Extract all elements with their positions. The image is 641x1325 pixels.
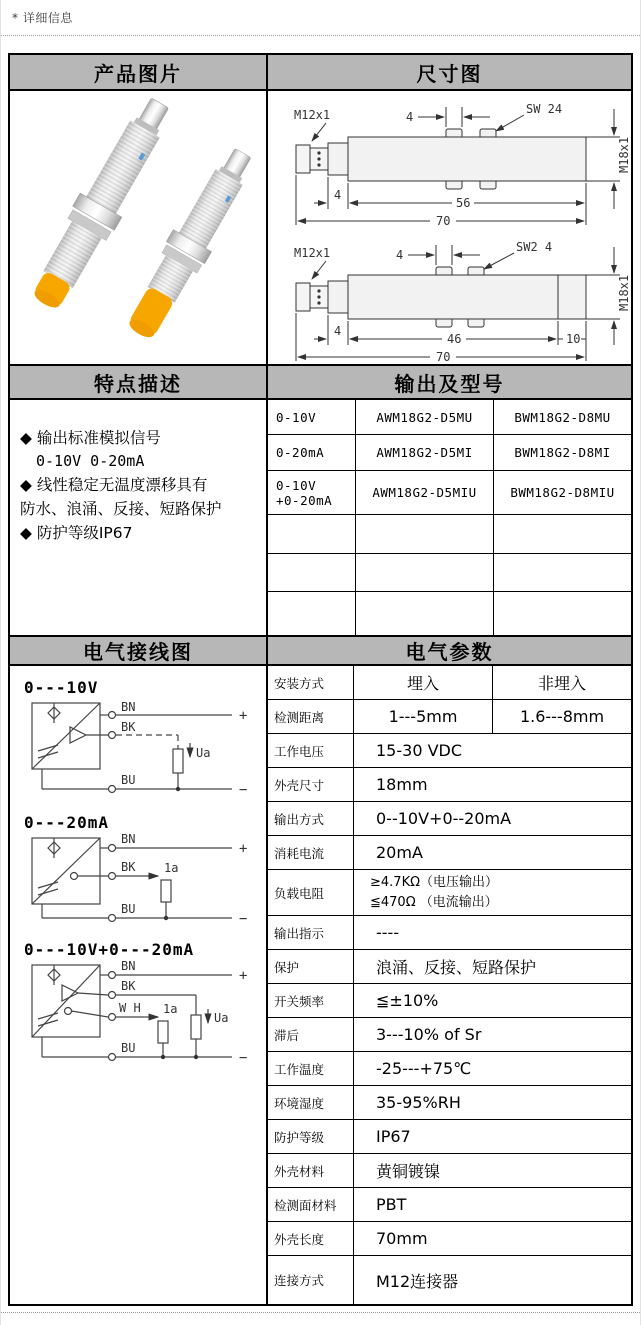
param-label: 消耗电流 — [268, 836, 354, 869]
table-row — [268, 435, 631, 471]
param-value: PBT — [376, 1195, 407, 1214]
wiring-diagram-combined — [18, 959, 262, 1077]
model-output: 0-20mA — [276, 445, 325, 460]
param-label: 工作温度 — [268, 1052, 354, 1085]
wire-label-bn: BN — [121, 700, 136, 714]
param-label: 检测距离 — [268, 700, 354, 733]
models-cell — [268, 400, 631, 635]
wire-label-minus: − — [239, 1050, 248, 1066]
wire-label-ua: Ua — [214, 1011, 229, 1025]
model-non-flush: BWM18G2-D8MIU — [510, 485, 615, 500]
header-product-image: 产品图片 — [10, 55, 268, 89]
param-label: 外壳尺寸 — [268, 768, 354, 801]
header-dimension: 尺寸图 — [416, 61, 483, 86]
table-row — [268, 554, 631, 592]
param-value: 非埋入 — [537, 674, 586, 693]
model-non-flush: BWM18G2-D8MU — [514, 409, 611, 425]
param-label: 连接方式 — [268, 1256, 354, 1304]
table-row — [268, 836, 631, 870]
dim-label-body: 56 — [456, 196, 471, 210]
wire-label-bk: BK — [121, 979, 136, 993]
wire-label-minus: − — [239, 911, 248, 927]
header-wiring: 电气接线图 — [10, 637, 268, 664]
dimension-cell — [268, 91, 631, 364]
wiring-diagram-voltage — [18, 697, 262, 809]
header-row-3 — [10, 635, 631, 666]
wiring-diagram-current — [18, 832, 262, 936]
param-value: 1---5mm — [354, 700, 493, 733]
table-row — [268, 734, 631, 768]
param-label: 开关频率 — [268, 984, 354, 1017]
param-label: 防护等级 — [268, 1120, 354, 1153]
param-value: -25---+75℃ — [376, 1059, 472, 1078]
wiring-title-current: 0---20mA — [24, 813, 110, 832]
wire-label-plus: + — [239, 708, 248, 724]
model-flush: AWM18G2-D5MI — [376, 445, 473, 460]
param-value: 3---10% of Sr — [376, 1025, 482, 1044]
param-value: 浪涌、反接、短路保护 — [376, 958, 537, 977]
table-row — [268, 1256, 631, 1304]
param-value: 0--10V+0--20mA — [376, 809, 512, 828]
wire-label-plus: + — [239, 968, 248, 984]
param-label: 外壳材料 — [268, 1154, 354, 1187]
dim-label-nut-gap: 4 — [406, 110, 414, 124]
dim-label-wrench: SW2 4 — [516, 240, 553, 254]
table-row — [268, 592, 631, 635]
params-table — [268, 666, 631, 1304]
product-photo-cell — [10, 91, 268, 364]
wire-label-bu: BU — [121, 773, 136, 787]
dim-label-total: 70 — [436, 214, 451, 228]
table-row — [268, 984, 631, 1018]
table-row — [268, 950, 631, 984]
param-value: ≦±10% — [376, 991, 439, 1010]
param-value: 35-95%RH — [376, 1093, 461, 1112]
wiring-title-combined: 0---10V+0---20mA — [24, 940, 195, 959]
feature-line: ◆ 防护等级IP67 — [20, 524, 133, 543]
params-cell — [268, 666, 631, 1304]
param-value: M12连接器 — [376, 1271, 459, 1291]
models-table — [268, 400, 631, 635]
dimension-drawing-non-flush — [268, 229, 631, 362]
param-value: 18mm — [376, 775, 428, 794]
param-value: ≦470Ω （电流输出） — [370, 894, 498, 910]
feature-line: ◆ 线性稳定无温度漂移具有 — [20, 476, 208, 495]
wire-label-wh: W H — [119, 1001, 141, 1015]
dim-label-connector: M12x1 — [294, 246, 331, 260]
dim-label-thread: M18x1 — [617, 274, 631, 311]
header-row-2 — [10, 364, 631, 400]
table-row — [268, 1188, 631, 1222]
param-label: 滞后 — [268, 1018, 354, 1051]
model-output: 0-10V — [276, 477, 317, 493]
model-flush: AWM18G2-D5MU — [376, 409, 473, 425]
table-row — [268, 515, 631, 554]
wire-label-minus: − — [239, 782, 248, 798]
param-label: 负载电阻 — [268, 870, 354, 915]
param-value: ≥4.7KΩ（电压输出） — [370, 875, 499, 890]
wiring-params-row — [10, 666, 631, 1304]
param-label: 输出指示 — [268, 916, 354, 949]
wire-label-bn: BN — [121, 832, 136, 846]
table-row — [268, 1086, 631, 1120]
dim-label-wrench: SW 24 — [526, 102, 563, 116]
wire-label-bu: BU — [121, 1041, 136, 1055]
table-row — [268, 916, 631, 950]
table-row — [268, 666, 631, 700]
header-electrical-params: 电气参数 — [405, 640, 494, 664]
dim-label-body: 46 — [447, 332, 462, 346]
table-row — [268, 1154, 631, 1188]
wiring-title-voltage: 0---10V — [24, 678, 99, 697]
model-flush: AWM18G2-D5MIU — [372, 485, 477, 500]
wire-label-bu: BU — [121, 902, 136, 916]
table-row — [268, 1222, 631, 1256]
wire-label-ia: 1a — [164, 861, 179, 875]
feature-line: 0-10V 0-20mA — [36, 452, 145, 471]
param-value: IP67 — [376, 1127, 411, 1146]
table-row — [268, 700, 631, 734]
param-value: 70mm — [376, 1229, 428, 1248]
param-value: 20mA — [376, 843, 423, 862]
feature-line: ◆ 输出标准模拟信号 — [20, 429, 161, 447]
model-non-flush: BWM18G2-D8MI — [514, 445, 611, 460]
dim-label-nut-gap: 4 — [396, 248, 404, 262]
spec-table — [8, 53, 633, 1306]
wire-label-plus: + — [239, 841, 248, 857]
param-value: 15-30 VDC — [376, 741, 463, 760]
model-output: 0-10V — [276, 409, 317, 425]
param-value: ---- — [376, 923, 400, 942]
param-value: 埋入 — [354, 666, 493, 699]
param-label: 检测面材料 — [268, 1188, 354, 1221]
wiring-cell — [10, 666, 268, 1304]
table-row — [268, 768, 631, 802]
model-output: +0-20mA — [276, 492, 333, 508]
feature-line: 防水、浪涌、反接、短路保护 — [20, 500, 222, 519]
param-label: 保护 — [268, 950, 354, 983]
header-row-1 — [10, 55, 631, 91]
dim-label-total: 70 — [436, 350, 451, 362]
table-row — [268, 802, 631, 836]
table-row — [268, 400, 631, 435]
param-label: 工作电压 — [268, 734, 354, 767]
dim-label-thread: M18x1 — [617, 136, 631, 173]
dim-label-connector: M12x1 — [294, 108, 331, 122]
table-row — [268, 870, 631, 916]
wire-label-ua: Ua — [196, 746, 211, 760]
dim-label-head: 4 — [334, 324, 342, 338]
wire-label-bk: BK — [121, 860, 136, 874]
table-row — [268, 1018, 631, 1052]
param-value: 1.6---8mm — [519, 707, 605, 726]
bottom-divider — [1, 1312, 640, 1318]
dimension-drawing-flush — [268, 91, 631, 229]
param-value: 黄铜镀镍 — [376, 1162, 441, 1181]
param-label: 外壳长度 — [268, 1222, 354, 1255]
features-cell — [10, 400, 268, 635]
table-row — [268, 1052, 631, 1086]
wire-label-bk: BK — [121, 720, 136, 734]
header-output-model: 输出及型号 — [394, 371, 505, 396]
wire-label-bn: BN — [121, 959, 136, 973]
product-photo — [10, 91, 266, 362]
param-label: 安装方式 — [268, 666, 354, 699]
dim-label-head: 4 — [334, 188, 342, 202]
table-row — [268, 1120, 631, 1154]
image-row — [10, 91, 631, 364]
features-models-row — [10, 400, 631, 635]
param-label: 环境湿度 — [268, 1086, 354, 1119]
dim-label-tip: 10 — [566, 332, 581, 346]
table-row — [268, 471, 631, 515]
param-label: 输出方式 — [268, 802, 354, 835]
header-features: 特点描述 — [10, 366, 268, 398]
wire-label-ia: 1a — [163, 1002, 178, 1016]
page-note: * 详细信息 — [1, 0, 640, 36]
